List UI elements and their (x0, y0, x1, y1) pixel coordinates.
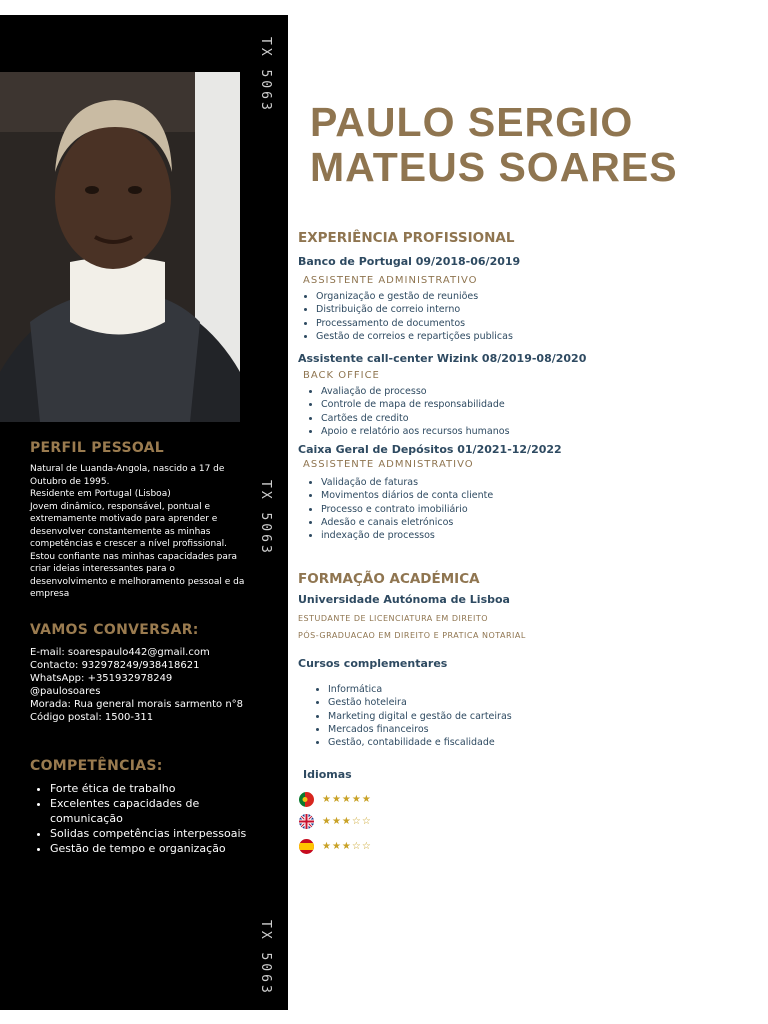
course-item: • Informática (328, 683, 512, 696)
university-name: Universidade Autónoma de Lisboa (298, 593, 510, 606)
job-role: BACK OFFICE (303, 370, 380, 381)
duty-item: • indexação de processos (321, 529, 493, 542)
skill-item: • Forte ética de trabalho (50, 781, 260, 796)
film-strip-label: TX 5063 (258, 480, 273, 556)
languages-heading: Idiomas (303, 768, 352, 781)
profile-heading: PERFIL PESSOAL (30, 440, 165, 456)
social-handle: @paulosoares (30, 686, 101, 697)
job-duties (303, 476, 493, 542)
uk-flag-icon (299, 814, 314, 829)
education-heading: FORMAÇÃO ACADÉMICA (298, 571, 480, 587)
job-duties (298, 290, 513, 343)
profile-photo (0, 72, 240, 422)
duty-item: • Adesão e canais eletrónicos (321, 516, 493, 529)
contact-heading: VAMOS CONVERSAR: (30, 622, 199, 638)
address-text: Morada: Rua general morais sarmento n°8 (30, 699, 244, 710)
duty-item: • Movimentos diários de conta cliente (321, 489, 493, 502)
duty-item: • Gestão de correios e repartições publicas (316, 330, 513, 343)
film-strip-label: TX 5063 (258, 920, 273, 996)
degree-text: ESTUDANTE DE LICENCIATURA EM DIREITO (298, 614, 488, 623)
name-line-1: PAULO SERGIO (310, 99, 634, 145)
spain-flag-icon (299, 839, 314, 854)
phone-text[interactable]: Contacto: 932978249/938418621 (30, 660, 200, 671)
skill-item: • Excelentes capacidades de comunicação (50, 796, 260, 826)
job-role: ASSISTENTE ADMINISTRATIVO (303, 275, 478, 286)
duty-item: • Organização e gestão de reuniões (316, 290, 513, 303)
skill-item: • Gestão de tempo e organização (50, 841, 260, 856)
job-title: Caixa Geral de Depósitos 01/2021-12/2022 (298, 443, 562, 456)
language-row (299, 792, 372, 807)
skills-list (30, 781, 260, 856)
experience-heading: EXPERIÊNCIA PROFISSIONAL (298, 230, 515, 246)
whatsapp-text[interactable]: WhatsApp: +351932978249 (30, 673, 173, 684)
duty-item: • Distribuição de correio interno (316, 303, 513, 316)
course-item: • Marketing digital e gestão de carteiras (328, 710, 512, 723)
job-role: ASSISTENTE ADMNISTRATIVO (303, 459, 474, 470)
skill-item: • Solidas competências interpessoais (50, 826, 260, 841)
skills-heading: COMPETÊNCIAS: (30, 758, 163, 774)
duty-item: • Processo e contrato imobiliário (321, 503, 493, 516)
name-line-2: MATEUS SOARES (310, 144, 678, 190)
course-item: • Mercados financeiros (328, 723, 512, 736)
job-duties (303, 385, 510, 438)
duty-item: • Validação de faturas (321, 476, 493, 489)
job-title: Banco de Portugal 09/2018-06/2019 (298, 255, 521, 268)
candidate-name (310, 100, 678, 190)
portugal-flag-icon (299, 792, 314, 807)
language-row (299, 839, 372, 854)
rating-stars: ★★★☆☆ (322, 816, 372, 827)
rating-stars: ★★★★★ (322, 794, 372, 805)
email-text[interactable]: E-mail: soarespaulo442@gmail.com (30, 647, 210, 658)
duty-item: • Processamento de documentos (316, 317, 513, 330)
degree-text: PÓS-GRADUACAO EM DIREITO E PRATICA NOTARIAL (298, 631, 526, 640)
course-item: • Gestão hoteleira (328, 696, 512, 709)
duty-item: • Apoio e relatório aos recursos humanos (321, 425, 510, 438)
language-row (299, 814, 372, 829)
duty-item: • Avaliação de processo (321, 385, 510, 398)
course-item: • Gestão, contabilidade e fiscalidade (328, 736, 512, 749)
courses-list (310, 683, 512, 749)
duty-item: • Controle de mapa de responsabilidade (321, 398, 510, 411)
contact-info (30, 646, 270, 724)
postal-code-text: Código postal: 1500-311 (30, 712, 154, 723)
job-title: Assistente call-center Wizink 08/2019-08/2020 (298, 352, 587, 365)
duty-item: • Cartões de credito (321, 412, 510, 425)
profile-text: Natural de Luanda-Angola, nascido a 17 de Outubro de 1995. Residente em Portugal (Lisboa) Jovem dinâmico, responsável, pontual e extremamente motivado para aprender e desenvolver constantemente as minhas competências e crescer a nível profissional. Estou confiante nas minhas capacidades para criar ideias interessantes para o desenvolvimento e melhoramento pessoal e da empresa (30, 464, 245, 599)
film-strip-label: TX 5063 (258, 37, 273, 113)
rating-stars: ★★★☆☆ (322, 841, 372, 852)
courses-heading: Cursos complementares (298, 657, 448, 670)
